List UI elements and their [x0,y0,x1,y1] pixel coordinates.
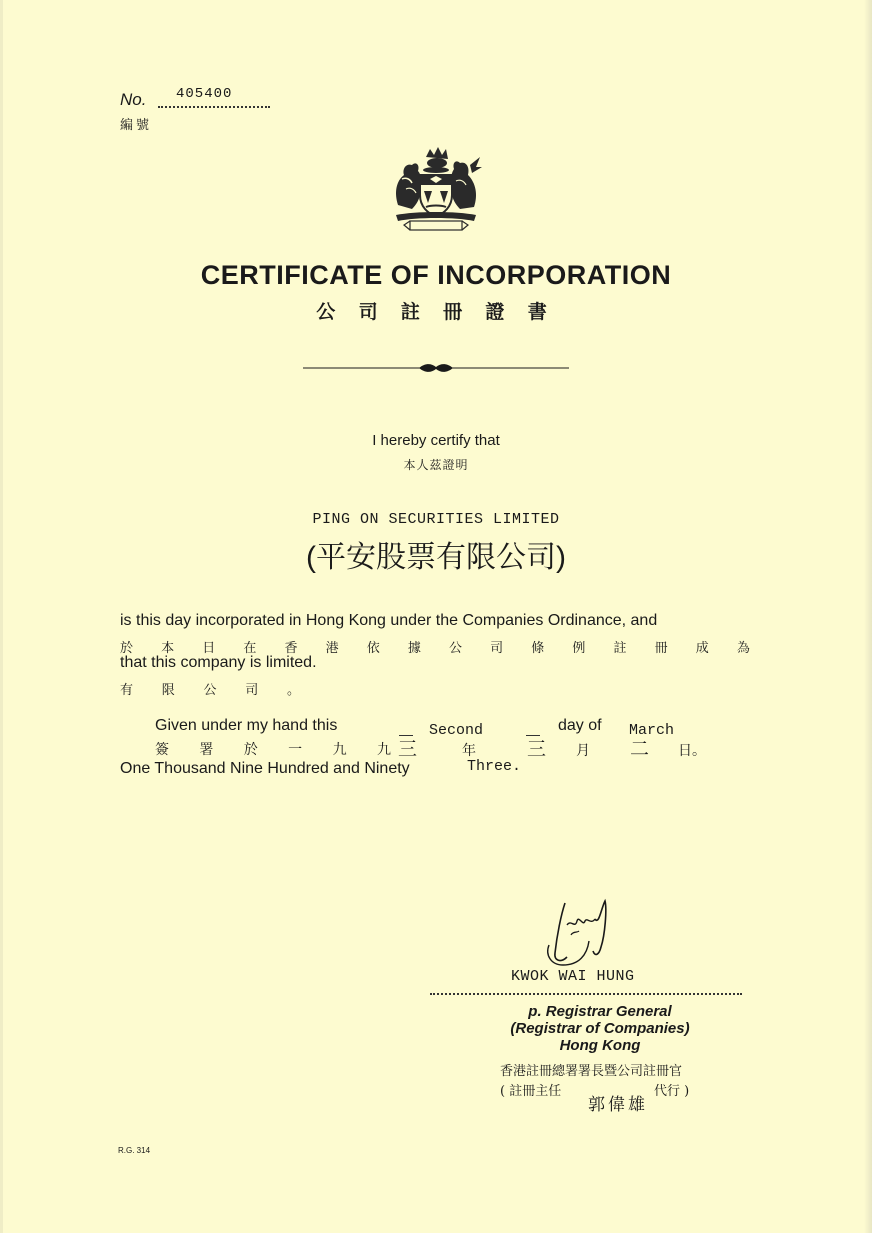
certificate-title: CERTIFICATE OF INCORPORATION [200,260,672,290]
certificate-number: 405400 [176,86,233,102]
cn-char: 於 [120,641,134,656]
registrar-deputy-cn-close: 代行 ) [654,1084,690,1099]
cn-char: 註 [613,641,627,656]
registrar-signature [535,895,625,970]
paper-left-edge [0,0,3,1233]
cn-char: 成 [695,641,709,656]
body-text-line-2-cn [120,679,300,698]
body-text-line-1: is this day incorporated in Hong Kong under the Companies Ordinance, and [120,612,658,629]
registrar-name-cn: 郭偉雄 [588,1095,648,1115]
cn-char: 港 [325,641,339,656]
registrar-name: KWOK WAI HUNG [511,968,635,985]
cn-char: 公 [449,641,463,656]
date-month-cn: 三 [527,739,547,760]
year-value: Three. [467,758,522,775]
cn-char: 據 [407,641,421,656]
ornamental-divider [303,361,569,375]
cn-char: 為 [736,641,750,656]
date-day-cn: 二 [630,739,650,760]
date-day: Second [429,722,484,739]
registrar-deputy-cn-open: ( 註冊主任 [500,1084,562,1099]
cn-char: 一 [288,742,303,758]
cn-char: 限 [161,683,175,698]
year-label: One Thousand Nine Hundred and Ninety [120,760,410,777]
cn-char: 冊 [654,641,668,656]
signature-line [430,991,742,995]
date-month: March [629,722,675,739]
certificate-title-cn: 公 司 註 冊 證 書 [316,302,556,323]
cn-char: 在 [243,641,257,656]
cn-char: 署 [199,742,214,758]
certify-statement-cn: 本人茲證明 [403,458,469,472]
year-char-cn: 年 [462,743,476,759]
registrar-title-cn: 香港註冊總署署長暨公司註冊官 [500,1064,683,1079]
cn-char: 於 [243,742,258,758]
certificate-number-label-cn: 編號 [120,117,153,132]
given-under-hand-label: Given under my hand this [155,717,338,734]
cn-char: 例 [572,641,586,656]
cn-char: 本 [161,641,175,656]
day-of-label: day of [558,717,602,734]
cn-char: 香 [284,641,298,656]
registrar-title-line-2: (Registrar of Companies) [510,1020,690,1037]
certify-statement: I hereby certify that [372,432,500,449]
given-under-hand-label-cn [155,739,391,759]
cn-char: 公 [203,683,217,698]
certificate-number-label: No. [120,90,147,109]
cn-char: 司 [245,683,259,698]
date-year-cn: 三 [398,739,418,760]
company-name-en: PING ON SECURITIES LIMITED [312,511,560,528]
cn-char: 。 [286,683,300,698]
paper-right-edge [864,0,872,1233]
body-text-line-2: that this company is limited. [120,654,317,671]
day-char-cn: 日。 [678,743,706,759]
cn-char: 條 [531,641,545,656]
registrar-title-line-1: p. Registrar General [528,1003,672,1020]
cn-char: 日 [202,641,216,656]
registrar-title-line-3: Hong Kong [559,1037,641,1054]
cn-char: 司 [490,641,504,656]
cn-char: 九 [376,742,391,758]
cn-char: 九 [332,742,347,758]
form-code: R.G. 314 [118,1146,151,1155]
company-name-cn: (平安股票有限公司) [306,541,566,574]
cn-char: 簽 [155,742,169,758]
cn-char: 有 [120,683,134,698]
coat-of-arms-icon [386,145,486,233]
month-char-cn: 月 [576,743,590,759]
cn-char: 依 [366,641,380,656]
